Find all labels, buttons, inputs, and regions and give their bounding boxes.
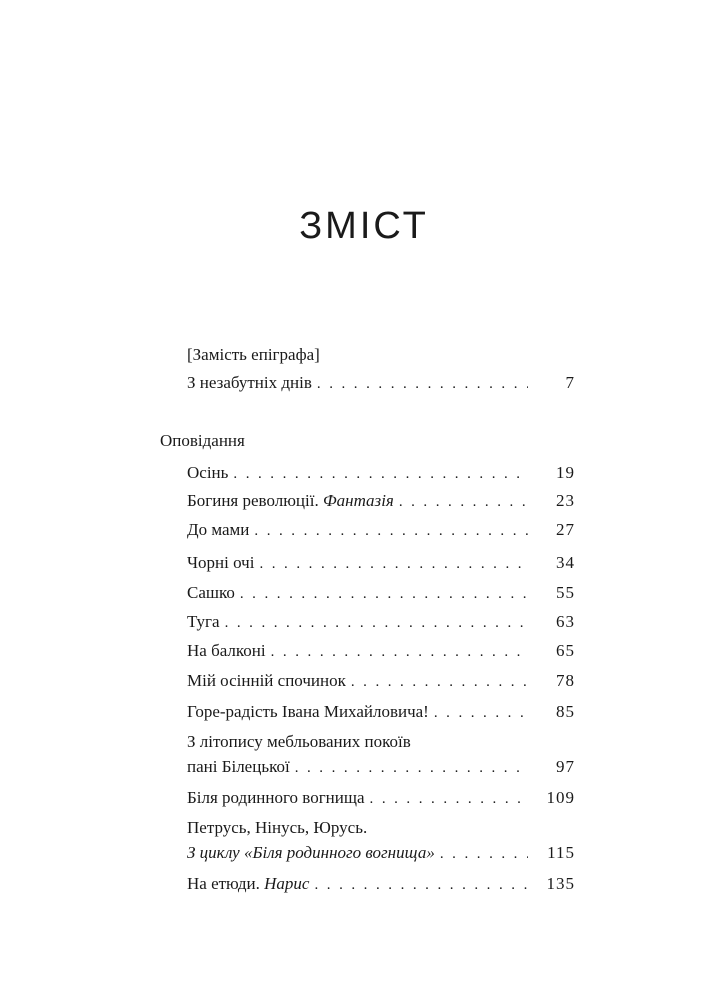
toc-entry[interactable] xyxy=(187,871,575,897)
leader-dots xyxy=(434,700,528,726)
toc-entry-title: З циклу «Біля родинного вогнища» xyxy=(187,843,435,862)
toc-entry[interactable] xyxy=(187,517,575,543)
leader-dots xyxy=(351,669,528,695)
toc-entry-title: Сашко xyxy=(187,583,235,602)
toc-entry-page: 109 xyxy=(546,788,575,807)
leader-dots xyxy=(440,841,528,867)
toc-entry-title: До мами xyxy=(187,520,250,539)
toc-entry-title: З незабутніх днів xyxy=(187,373,312,392)
toc-entry[interactable] xyxy=(187,638,575,664)
toc-entry[interactable] xyxy=(187,580,575,606)
toc-entry-line1[interactable]: Петрусь, Нінусь, Юрусь. xyxy=(187,818,368,837)
toc-entry[interactable] xyxy=(187,785,575,811)
toc-entry-page: 55 xyxy=(556,583,575,602)
toc-entry-title: Мій осінній спочинок xyxy=(187,671,346,690)
page-title: ЗМІСТ xyxy=(299,205,429,247)
toc-entry-title: На балконі xyxy=(187,641,266,660)
toc-entry-title: Горе-радість Івана Михайловича! xyxy=(187,702,429,721)
toc-entry[interactable] xyxy=(187,370,575,396)
toc-entry-page: 63 xyxy=(556,612,575,631)
toc-entry-title: Біля родинного вогнища xyxy=(187,788,365,807)
leader-dots xyxy=(271,639,528,665)
leader-dots xyxy=(240,581,528,607)
toc-entry-page: 135 xyxy=(546,874,575,893)
epigraph-heading: [Замість епіграфа] xyxy=(187,345,320,364)
toc-entry[interactable] xyxy=(187,460,575,486)
toc-entry-title: Чорні очі xyxy=(187,553,255,572)
toc-entry[interactable] xyxy=(187,609,575,635)
toc-entry-page: 85 xyxy=(556,702,575,721)
toc-entry-page: 19 xyxy=(556,463,575,482)
toc-entry[interactable] xyxy=(187,488,575,514)
toc-entry-page: 115 xyxy=(547,843,575,862)
toc-entry[interactable] xyxy=(187,668,575,694)
toc-entry-page: 78 xyxy=(556,671,575,690)
toc-entry[interactable] xyxy=(187,699,575,725)
leader-dots xyxy=(314,872,528,898)
leader-dots xyxy=(254,518,528,544)
toc-entry[interactable] xyxy=(187,840,575,866)
leader-dots xyxy=(295,755,528,781)
toc-entry-page: 97 xyxy=(556,757,575,776)
leader-dots xyxy=(233,461,528,487)
toc-entry-title: На етюди. Нарис xyxy=(187,874,310,893)
leader-dots xyxy=(317,371,528,397)
leader-dots xyxy=(370,786,528,812)
toc-entry[interactable] xyxy=(187,754,575,780)
toc-entry-page: 23 xyxy=(556,491,575,510)
toc-entry-page: 65 xyxy=(556,641,575,660)
toc-entry-title: пані Білецької xyxy=(187,757,290,776)
toc-entry-page: 7 xyxy=(565,373,575,392)
leader-dots xyxy=(399,489,528,515)
toc-entry-page: 34 xyxy=(556,553,575,572)
toc-entry-line1[interactable]: З літопису мебльованих покоїв xyxy=(187,732,411,751)
toc-entry-page: 27 xyxy=(556,520,575,539)
toc-entry-title: Туга xyxy=(187,612,220,631)
toc-entry-title: Осінь xyxy=(187,463,229,482)
toc-entry[interactable] xyxy=(187,550,575,576)
toc-entry-title: Богиня революції. Фантазія xyxy=(187,491,394,510)
leader-dots xyxy=(259,551,528,577)
leader-dots xyxy=(225,610,528,636)
section-heading: Оповідання xyxy=(160,431,245,450)
